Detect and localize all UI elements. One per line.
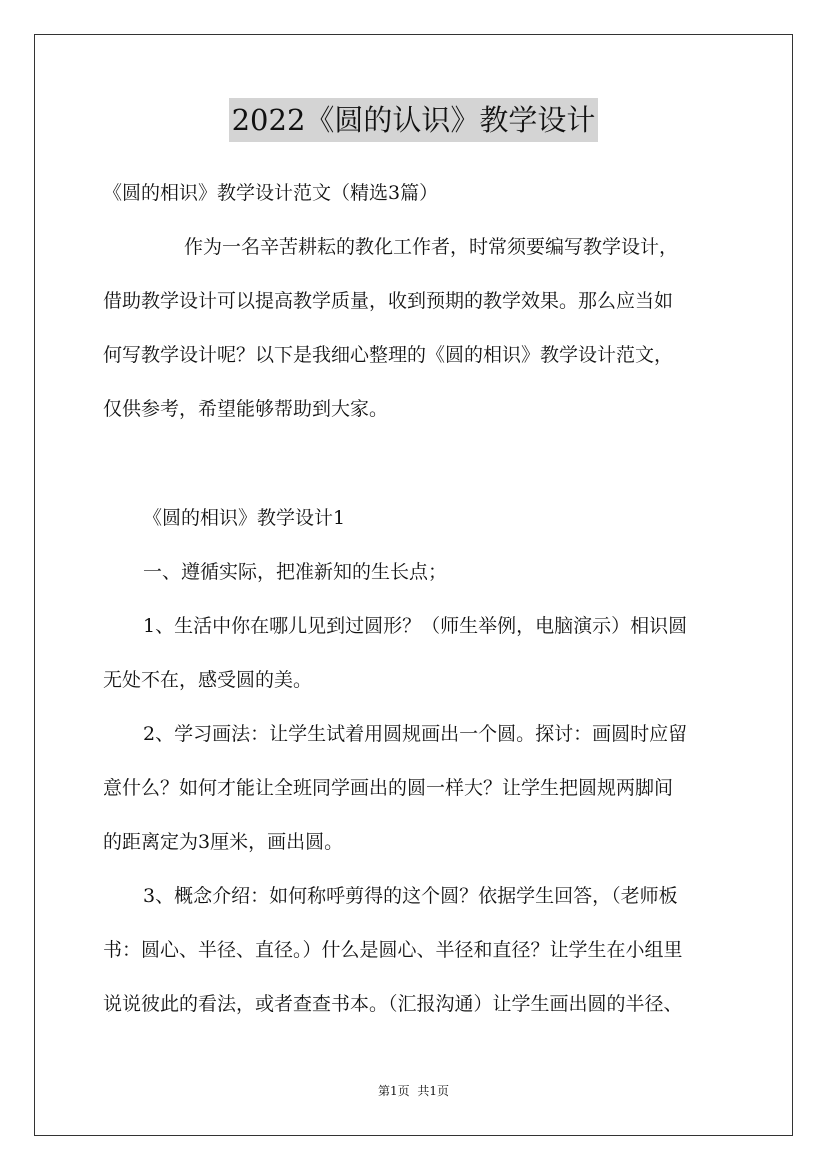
section-heading: 《圆的相识》教学设计1 <box>143 507 346 529</box>
point-heading: 一、遵循实际，把准新知的生长点； <box>143 561 448 583</box>
document-title: 2022《圆的认识》教学设计 <box>229 98 598 142</box>
item-3-line: 书：圆心、半径、直径。）什么是圆心、半径和直径？让学生在小组里 <box>103 939 683 961</box>
intro-line: 仅供参考，希望能够帮助到大家。 <box>103 398 389 420</box>
intro-line: 作为一名辛苦耕耘的教化工作者，时常须要编写教学设计， <box>184 236 679 258</box>
intro-line: 借助教学设计可以提高教学质量，收到预期的教学效果。那么应当如 <box>103 290 674 312</box>
page-total: 共1页 <box>417 1084 450 1098</box>
page-number: 第1页 <box>377 1084 410 1098</box>
item-2-line: 意什么？如何才能让全班同学画出的圆一样大？让学生把圆规两脚间 <box>103 777 674 799</box>
document-subtitle: 《圆的相识》教学设计范文（精选3篇） <box>103 182 439 204</box>
item-2-line: 的距离定为3厘米，画出圆。 <box>103 831 344 853</box>
item-1-line: 无处不在，感受圆的美。 <box>103 669 313 691</box>
item-2-line: 2、学习画法：让学生试着用圆规画出一个圆。探讨：画圆时应留 <box>143 723 688 745</box>
item-1-line: 1、生活中你在哪儿见到过圆形？（师生举例，电脑演示）相识圆 <box>143 615 688 637</box>
item-3-line: 说说彼此的看法，或者查查书本。（汇报沟通）让学生画出圆的半径、 <box>103 993 683 1015</box>
intro-line: 何写教学设计呢？以下是我细心整理的《圆的相识》教学设计范文， <box>103 344 674 366</box>
item-3-line: 3、概念介绍：如何称呼剪得的这个圆？依据学生回答，（老师板 <box>143 885 678 907</box>
page-footer <box>0 1083 827 1099</box>
